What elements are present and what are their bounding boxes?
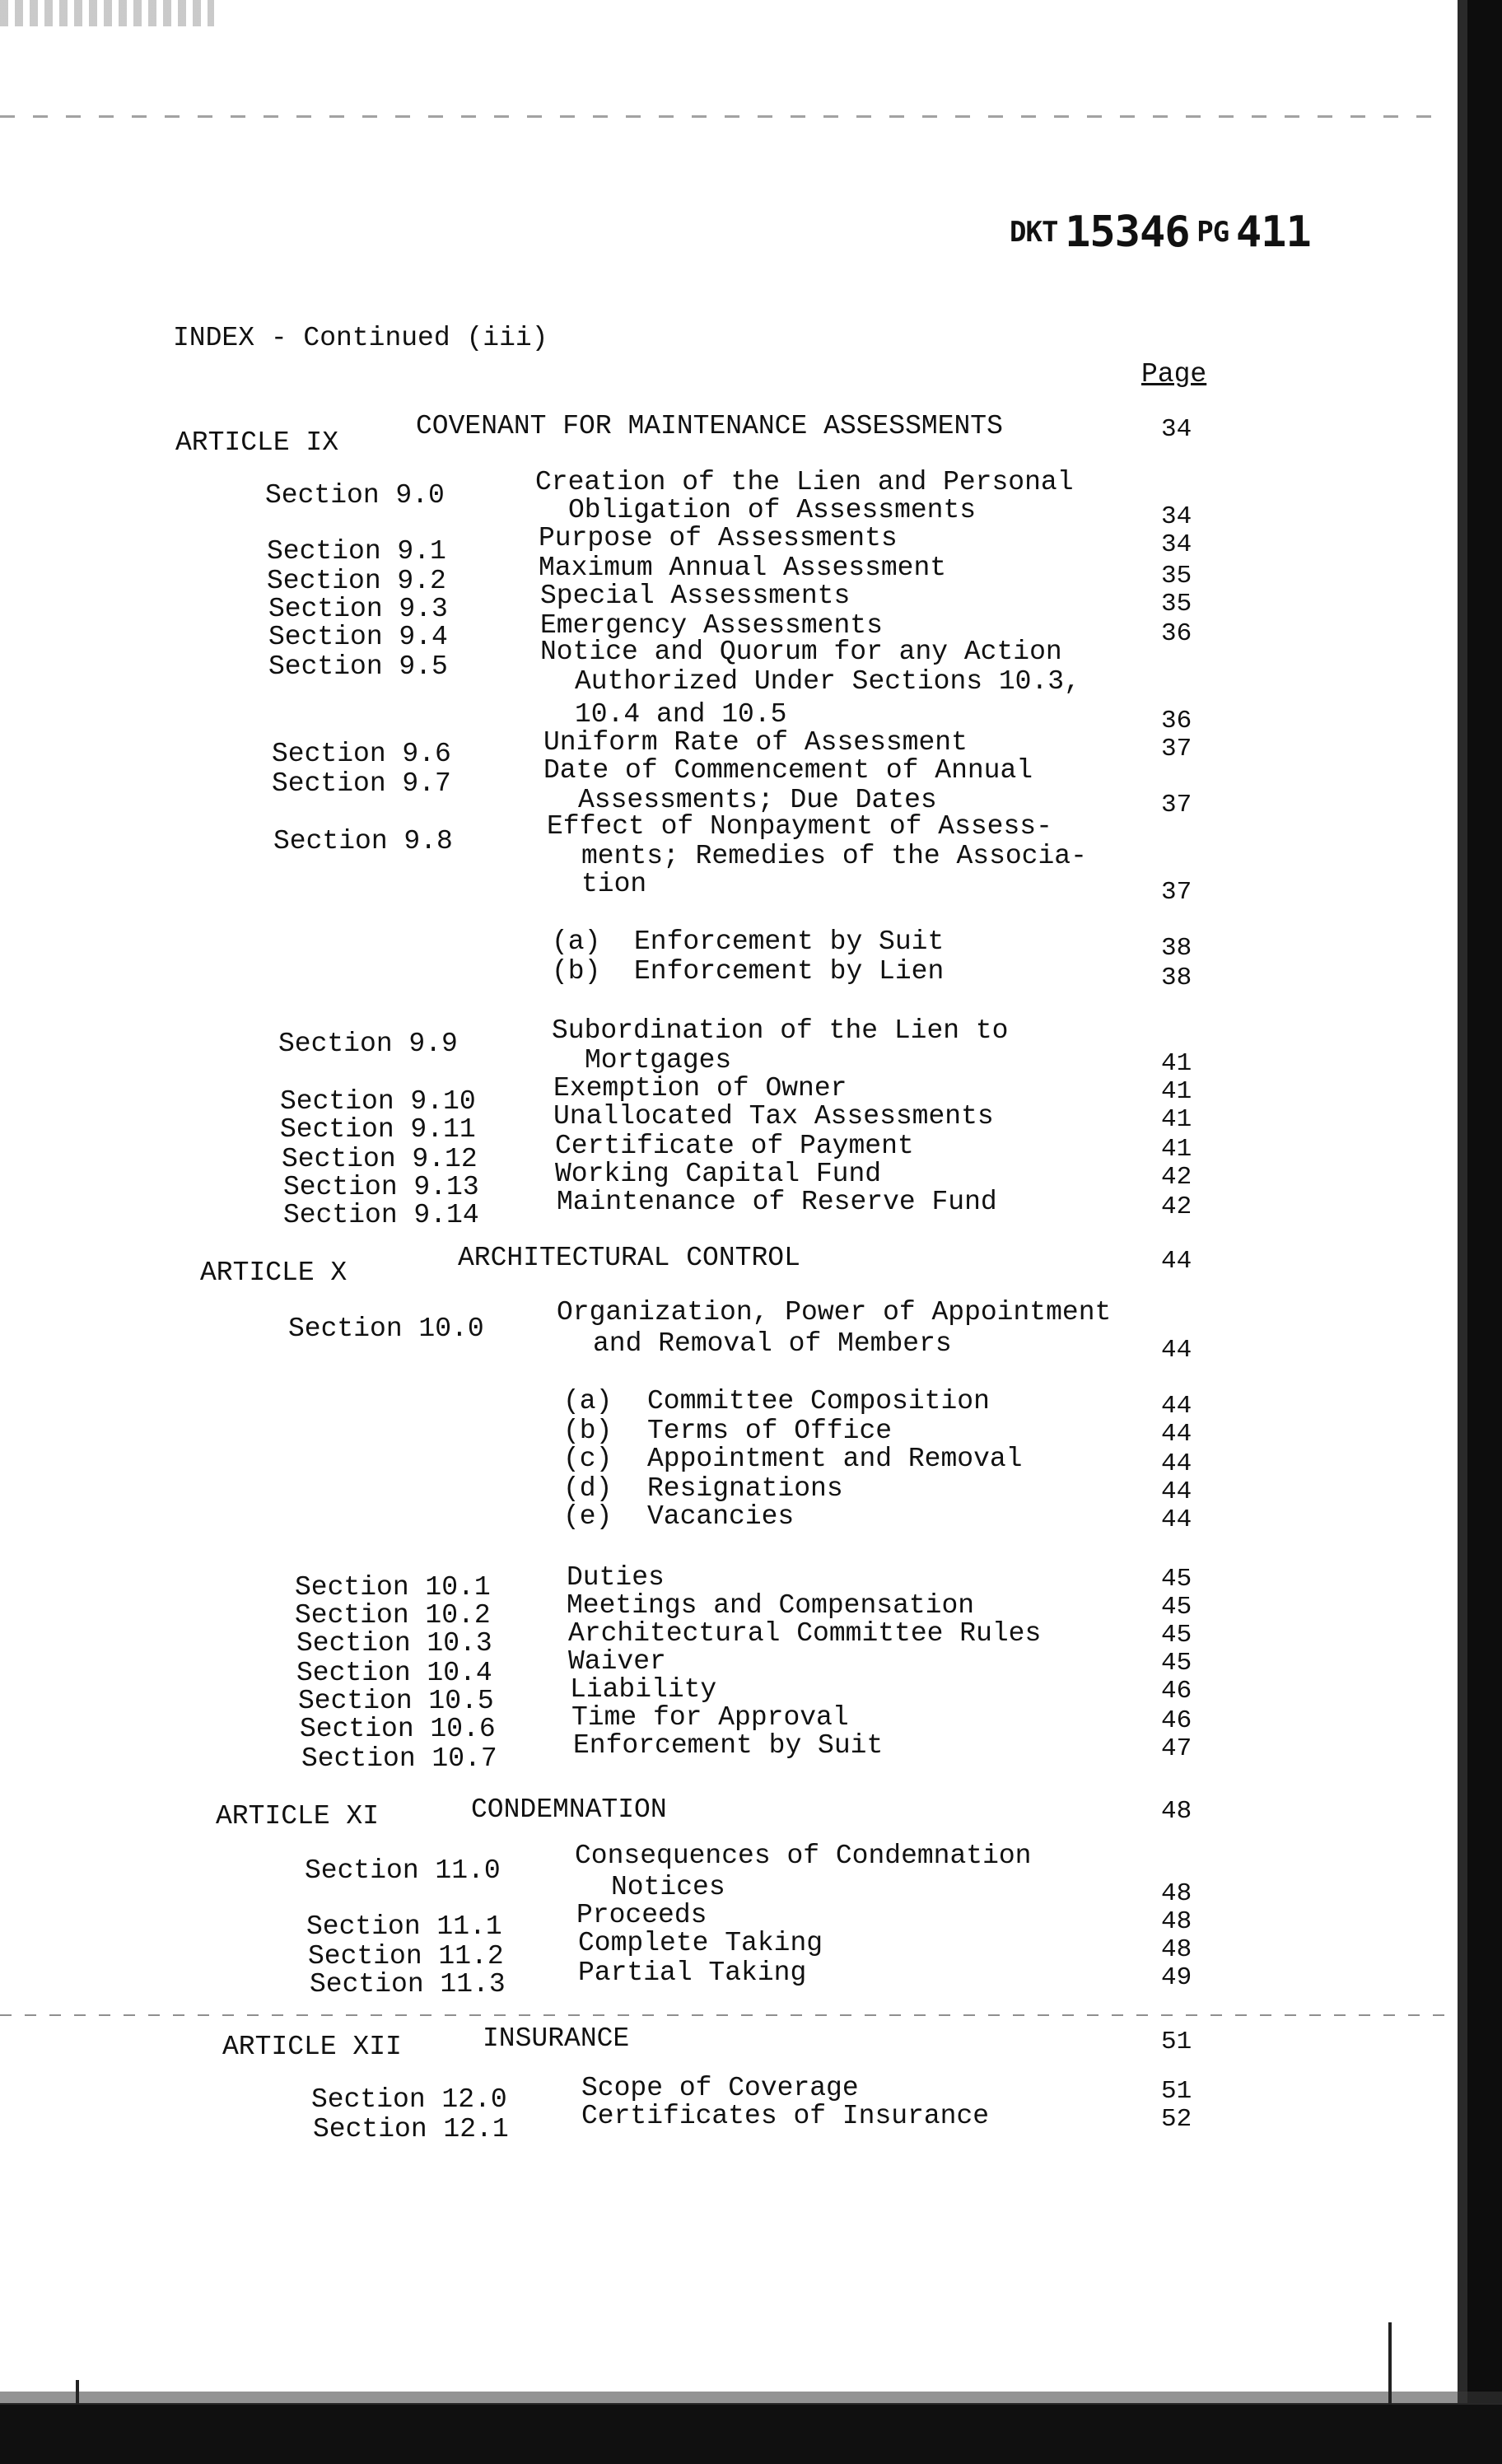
subsection-letter: (d) [563, 1473, 613, 1504]
subsection-title: Resignations [647, 1473, 843, 1504]
section-title: Subordination of the Lien to [552, 1015, 1009, 1046]
section-page-number: 48 [1161, 1935, 1192, 1964]
subsection-letter: (c) [563, 1444, 613, 1474]
docket-pg-label: PG [1196, 216, 1229, 249]
section-number: Section 9.8 [273, 826, 453, 856]
section-page-number: 45 [1161, 1593, 1192, 1622]
subsection-page-number: 44 [1161, 1449, 1192, 1478]
section-title: Notice and Quorum for any Action [540, 637, 1062, 667]
section-page-number: 37 [1161, 791, 1192, 819]
section-page-number: 46 [1161, 1677, 1192, 1706]
section-number: Section 12.0 [311, 2084, 507, 2115]
section-page-number: 41 [1161, 1105, 1192, 1134]
section-number: Section 11.2 [308, 1941, 504, 1972]
scan-artifact-mark [1388, 2322, 1392, 2405]
section-number: Section 10.2 [295, 1600, 491, 1631]
section-page-number: 41 [1161, 1077, 1192, 1106]
section-title: Emergency Assessments [540, 610, 883, 641]
section-number: Section 9.0 [265, 480, 445, 511]
section-page-number: 44 [1161, 1336, 1192, 1365]
subsection-page-number: 44 [1161, 1392, 1192, 1421]
section-number: Section 10.6 [300, 1714, 496, 1744]
subsection-letter: (b) [563, 1416, 613, 1446]
subsection-title: Enforcement by Suit [634, 926, 945, 957]
section-page-number: 48 [1161, 1879, 1192, 1908]
section-number: Section 10.3 [296, 1628, 492, 1659]
section-page-number: 34 [1161, 530, 1192, 559]
docket-stamp [1010, 208, 1311, 257]
section-number: Section 9.11 [280, 1114, 476, 1145]
subsection-title: Vacancies [647, 1501, 795, 1532]
section-title: Liability [570, 1674, 717, 1705]
section-title: Scope of Coverage [581, 2073, 859, 2103]
subsection-page-number: 38 [1161, 934, 1192, 963]
scan-border-bottom [0, 2403, 1502, 2464]
article-number: ARTICLE X [200, 1258, 348, 1288]
scan-artifact-line [0, 115, 1433, 118]
section-title: Assessments; Due Dates [578, 785, 937, 815]
subsection-title: Enforcement by Lien [634, 956, 945, 987]
section-title: Working Capital Fund [555, 1159, 882, 1189]
section-page-number: 47 [1161, 1734, 1192, 1763]
scan-artifact-top [0, 0, 214, 26]
subsection-letter: (e) [563, 1501, 613, 1532]
section-page-number: 45 [1161, 1649, 1192, 1678]
section-number: Section 9.3 [268, 594, 448, 624]
section-number: Section 12.1 [313, 2114, 509, 2144]
section-title: and Removal of Members [593, 1328, 952, 1359]
section-number: Section 9.12 [282, 1144, 478, 1174]
section-page-number: 42 [1161, 1192, 1192, 1221]
section-title: Mortgages [585, 1045, 732, 1076]
section-page-number: 34 [1161, 502, 1192, 531]
section-title: Organization, Power of Appointment [557, 1297, 1112, 1328]
section-page-number: 41 [1161, 1135, 1192, 1164]
section-number: Section 10.1 [295, 1572, 491, 1603]
subsection-page-number: 44 [1161, 1420, 1192, 1449]
section-page-number: 51 [1161, 2077, 1192, 2106]
section-page-number: 35 [1161, 590, 1192, 618]
article-number: ARTICLE XI [216, 1801, 380, 1832]
section-page-number: 46 [1161, 1706, 1192, 1735]
index-heading: INDEX - Continued (iii) [173, 323, 548, 353]
section-number: Section 10.5 [298, 1686, 494, 1716]
article-number: ARTICLE IX [175, 427, 339, 458]
section-title: tion [581, 869, 647, 899]
section-page-number: 49 [1161, 1963, 1192, 1992]
scan-artifact-fold [0, 2014, 1466, 2016]
subsection-letter: (b) [552, 956, 601, 987]
section-title: ments; Remedies of the Associa- [581, 841, 1087, 871]
section-title: Purpose of Assessments [539, 523, 898, 553]
section-page-number: 35 [1161, 562, 1192, 590]
section-title: Obligation of Assessments [568, 495, 977, 525]
section-title: Certificates of Insurance [581, 2101, 990, 2131]
section-page-number: 36 [1161, 707, 1192, 735]
section-number: Section 10.4 [296, 1658, 492, 1688]
section-title: Consequences of Condemnation [575, 1841, 1032, 1871]
section-title: Unallocated Tax Assessments [553, 1101, 994, 1132]
section-number: Section 9.14 [283, 1200, 479, 1230]
section-title: Maximum Annual Assessment [539, 553, 947, 583]
docket-page: 411 [1235, 208, 1311, 257]
section-page-number: 37 [1161, 878, 1192, 907]
section-title: Effect of Nonpayment of Assess- [547, 811, 1052, 842]
section-title: Maintenance of Reserve Fund [557, 1187, 997, 1217]
section-number: Section 11.1 [306, 1911, 502, 1942]
section-title: Authorized Under Sections 10.3, [575, 666, 1080, 697]
section-title: Architectural Committee Rules [568, 1618, 1042, 1649]
scan-border-right [1466, 0, 1502, 2464]
section-title: Date of Commencement of Annual [543, 755, 1033, 786]
section-title: 10.4 and 10.5 [575, 699, 787, 730]
article-title: COVENANT FOR MAINTENANCE ASSESSMENTS [416, 411, 1003, 441]
section-number: Section 9.6 [272, 739, 451, 769]
docket-prefix: DKT [1010, 216, 1058, 249]
section-title: Uniform Rate of Assessment [543, 727, 968, 758]
section-number: Section 9.4 [268, 622, 448, 652]
section-number: Section 9.9 [278, 1029, 458, 1059]
section-title: Proceeds [576, 1900, 707, 1930]
section-number: Section 9.1 [267, 536, 446, 567]
article-page-number: 34 [1161, 415, 1192, 444]
subsection-title: Committee Composition [647, 1386, 990, 1416]
section-number: Section 10.7 [301, 1743, 497, 1774]
section-number: Section 9.13 [283, 1172, 479, 1202]
section-title: Partial Taking [578, 1958, 807, 1988]
subsection-page-number: 38 [1161, 964, 1192, 992]
section-title: Complete Taking [578, 1928, 823, 1958]
section-number: Section 10.0 [288, 1314, 484, 1344]
article-page-number: 51 [1161, 2028, 1192, 2056]
section-number: Section 9.7 [272, 768, 451, 799]
docket-book: 15346 [1065, 208, 1190, 257]
section-title: Notices [611, 1872, 725, 1902]
section-page-number: 37 [1161, 735, 1192, 763]
section-title: Exemption of Owner [553, 1073, 847, 1104]
section-number: Section 9.5 [268, 651, 448, 682]
article-page-number: 48 [1161, 1797, 1192, 1826]
section-page-number: 36 [1161, 619, 1192, 648]
section-title: Time for Approval [571, 1702, 849, 1733]
section-page-number: 41 [1161, 1049, 1192, 1078]
subsection-title: Terms of Office [647, 1416, 893, 1446]
section-number: Section 11.0 [305, 1855, 501, 1886]
subsection-title: Appointment and Removal [647, 1444, 1023, 1474]
section-title: Duties [567, 1562, 665, 1593]
subsection-page-number: 44 [1161, 1477, 1192, 1506]
subsection-letter: (a) [552, 926, 601, 957]
section-title: Creation of the Lien and Personal [535, 467, 1074, 497]
section-title: Enforcement by Suit [573, 1730, 884, 1761]
section-page-number: 52 [1161, 2105, 1192, 2134]
subsection-letter: (a) [563, 1386, 613, 1416]
section-title: Waiver [568, 1646, 666, 1677]
section-page-number: 42 [1161, 1163, 1192, 1192]
section-title: Meetings and Compensation [567, 1590, 975, 1621]
article-title: CONDEMNATION [471, 1794, 667, 1825]
section-number: Section 11.3 [310, 1969, 506, 2000]
section-title: Special Assessments [540, 581, 851, 611]
article-number: ARTICLE XII [222, 2032, 402, 2062]
article-title: ARCHITECTURAL CONTROL [458, 1243, 800, 1273]
article-page-number: 44 [1161, 1247, 1192, 1276]
section-number: Section 9.2 [267, 566, 446, 596]
page-column-label: Page [1141, 359, 1207, 390]
section-number: Section 9.10 [280, 1086, 476, 1117]
section-page-number: 48 [1161, 1907, 1192, 1936]
scan-artifact-mark [76, 2380, 79, 2405]
section-page-number: 45 [1161, 1621, 1192, 1650]
article-title: INSURANCE [483, 2023, 630, 2054]
section-title: Certificate of Payment [555, 1131, 914, 1161]
subsection-page-number: 44 [1161, 1505, 1192, 1534]
section-page-number: 45 [1161, 1565, 1192, 1594]
